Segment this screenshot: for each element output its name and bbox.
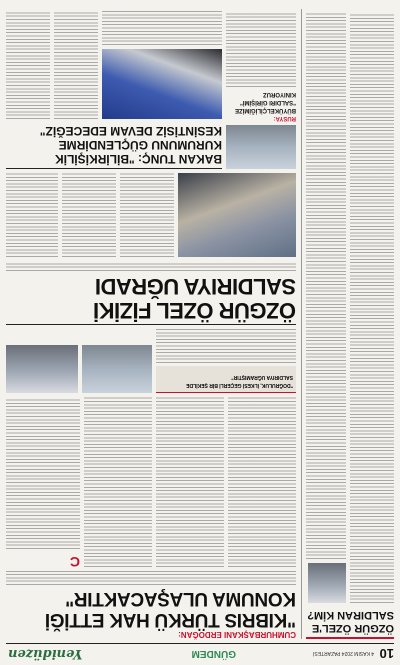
third-headline-1: BAKAN TUNÇ: "BİLİRKİŞİLİK <box>54 152 222 166</box>
brief-title-2: BÜYÜKELÇİLİĞİMİZE <box>235 107 296 113</box>
second-headline-1: ÖZGÜR ÖZEL FİZİKİ <box>93 298 296 323</box>
lead-photo-2 <box>6 345 78 393</box>
third-headline-2: KURUMUNU GÜÇLENDİRME <box>58 138 222 152</box>
lead-standfirst <box>6 571 296 585</box>
brief-title-3: "SALDIRI GİRİŞİMİ" <box>239 99 296 105</box>
lead-photo-1 <box>82 345 152 393</box>
lead-body-col-4 <box>6 397 80 549</box>
masthead <box>6 645 394 661</box>
second-body-col-3 <box>6 173 58 257</box>
lead-headline-1: "KIBRIS TÜRKÜ HAK ETTİĞİ <box>45 609 296 630</box>
issue-date: 4 KASIM 2024 PAZARTESİ <box>313 650 374 656</box>
sidebar-headline-2: SALDIRAN KİM? <box>307 609 394 621</box>
lead-body-col-3 <box>84 397 152 567</box>
sidebar-body-text-1 <box>350 13 394 603</box>
second-photo <box>178 173 296 257</box>
brief-body <box>226 11 296 87</box>
lead-body-col-1 <box>228 397 296 567</box>
brief-photo <box>226 125 296 169</box>
lead-dropcap: C <box>69 554 80 570</box>
brief-title-1: RUSYA: <box>273 115 296 121</box>
brief-title-4: KINIYORUZ <box>263 91 296 97</box>
third-body-col-1 <box>54 11 98 119</box>
lead-story <box>6 489 296 639</box>
lead-body-lower <box>156 329 296 363</box>
sidebar-portrait <box>308 563 346 603</box>
sidebar-column <box>306 9 394 639</box>
third-story <box>6 9 222 169</box>
sidebar-body-text-2 <box>306 13 346 559</box>
brand-logo: Yenidüzen <box>8 646 83 661</box>
quote-box <box>156 366 296 393</box>
lead-headline-2: KONUMA ULAŞACAKTIR" <box>65 588 296 609</box>
lead-body-col-2 <box>156 397 224 567</box>
section-label: GÜNDEM <box>191 648 236 659</box>
sidebar-headline-1: ÖZGÜR ÖZEL'E <box>311 622 394 634</box>
second-standfirst <box>6 261 296 271</box>
lead-kicker: CUMHURBAŞKANI ERDOĞAN: <box>178 630 296 639</box>
second-story <box>6 175 296 325</box>
quote-line-1: "DOĞRULUK, İLKESİ GEÇERLİ BİR ŞEKİLDE <box>186 382 293 388</box>
masthead-rule <box>6 643 394 644</box>
second-headline-2: SALDIRIYA UĞRADI <box>95 274 296 299</box>
quote-line-2: SALDIRIYA UĞRAMIŞTIR" <box>231 374 293 380</box>
second-body-col-1 <box>120 173 174 257</box>
third-body-under-photo <box>102 11 222 45</box>
third-headline-3: KESİNTİSİZ DEVAM EDECEĞİZ" <box>39 124 222 138</box>
brief-box <box>226 11 296 169</box>
third-body-col-2 <box>6 11 50 119</box>
page-number: 10 <box>379 646 394 661</box>
third-photo <box>102 49 222 119</box>
second-body-col-2 <box>62 173 116 257</box>
